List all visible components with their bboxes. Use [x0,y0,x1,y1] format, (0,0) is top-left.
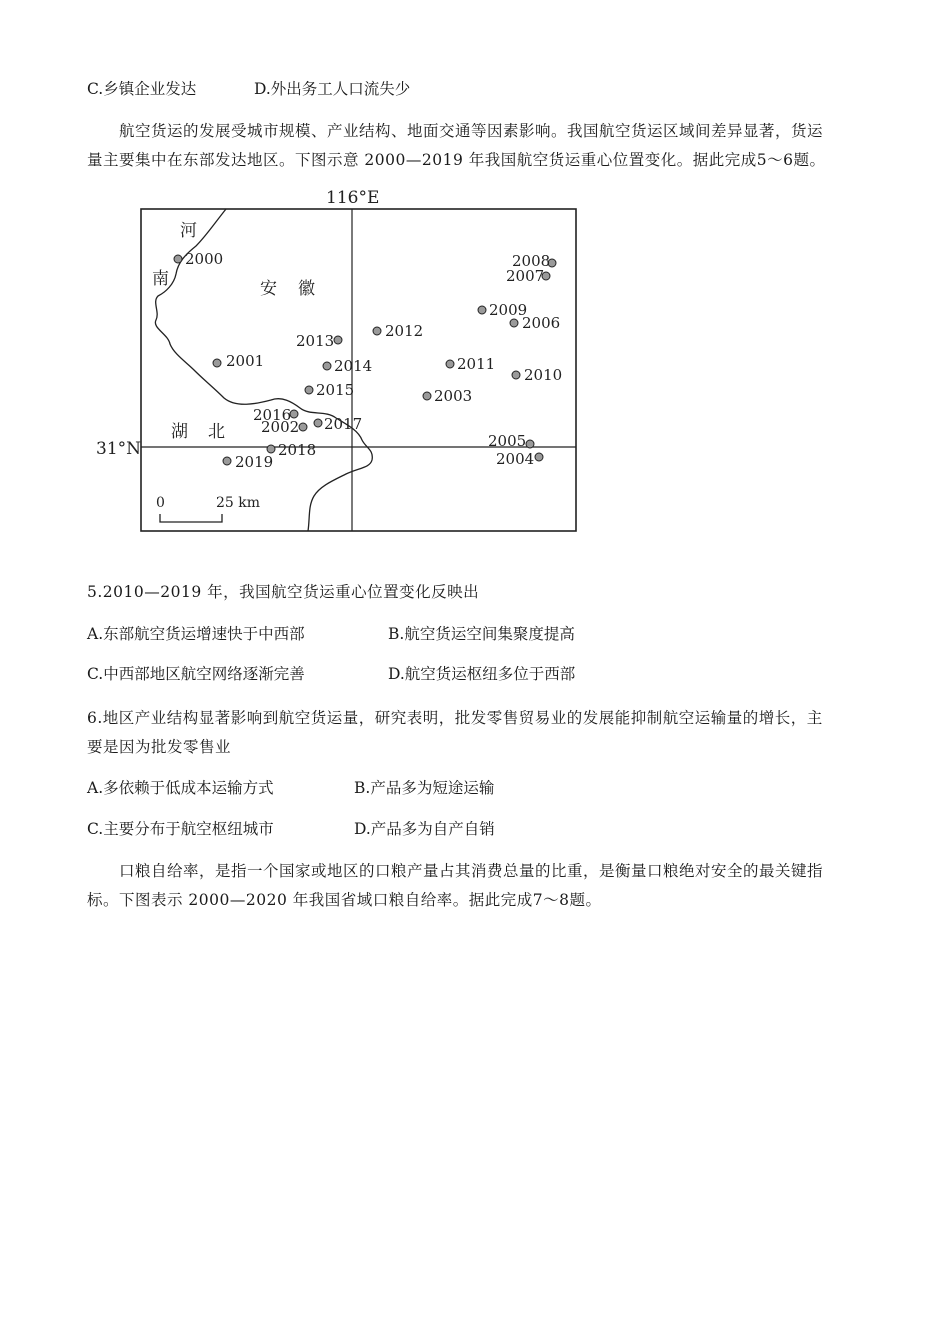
svg-text:2002: 2002 [261,418,300,436]
q6-option-c: C.主要分布于航空枢纽城市 [87,820,274,838]
center-point-2019 [223,453,273,471]
center-point-2005 [488,432,534,450]
q5-option-b: B.航空货运空间集聚度提高 [388,625,575,643]
svg-text:2005: 2005 [488,432,527,450]
center-point-2017 [314,415,362,433]
svg-text:2004: 2004 [496,450,535,468]
q6-stem-line2: 要是因为批发零售业 [87,738,232,756]
svg-text:2017: 2017 [324,415,363,433]
svg-text:2016: 2016 [253,406,292,424]
svg-text:2018: 2018 [278,441,317,459]
center-point-2018 [267,441,316,459]
intro1-line1: 航空货运的发展受城市规模、产业结构、地面交通等因素影响。我国航空货运区域间差异显著，货运 [119,122,824,140]
q6-option-a: A.多依赖于低成本运输方式 [87,779,274,797]
intro2-line2: 标。下图表示 2000—2020 年我国省域口粮自给率。据此完成7～8题。 [87,891,602,909]
center-point-2001 [213,352,264,370]
center-point-2013 [296,332,342,350]
svg-text:2008: 2008 [512,252,551,270]
center-point-2011 [446,355,495,373]
svg-text:2000: 2000 [185,250,224,268]
anhui-label-1: 安 [260,279,277,299]
q5-option-a: A.东部航空货运增速快于中西部 [87,625,305,643]
q5-option-c: C.中西部地区航空网络逐渐完善 [87,665,305,683]
svg-text:2013: 2013 [296,332,335,350]
center-point-2000 [174,250,223,268]
center-point-2015 [305,381,354,399]
hubei-label-1: 湖 [171,422,188,442]
center-point-2012 [373,322,423,340]
center-point-2003 [423,387,472,405]
svg-text:2012: 2012 [385,322,424,340]
svg-text:2019: 2019 [235,453,274,471]
svg-text:25 km: 25 km [216,495,261,511]
q5-option-d: D.航空货运枢纽多位于西部 [388,665,576,683]
intro2-line1: 口粮自给率，是指一个国家或地区的口粮产量占其消费总量的比重，是衡量口粮绝对安全的最关键指 [119,862,824,880]
anhui-label-2: 徽 [298,279,315,299]
svg-text:2007: 2007 [506,267,545,285]
svg-text:2001: 2001 [226,352,265,370]
svg-text:0: 0 [156,495,165,511]
scale-bar [156,495,260,522]
svg-text:2006: 2006 [522,314,561,332]
hubei-label-2: 北 [208,422,225,442]
svg-text:2014: 2014 [334,357,373,375]
q6-option-b: B.产品多为短途运输 [354,779,495,797]
svg-text:2009: 2009 [489,301,528,319]
lat-label: 31°N [96,439,142,459]
q6-option-d: D.产品多为自产自销 [354,820,495,838]
center-point-2009 [478,301,527,319]
svg-text:2015: 2015 [316,381,355,399]
option-c-prev: C.乡镇企业发达 [87,80,197,98]
q5-stem: 5.2010—2019 年，我国航空货运重心位置变化反映出 [87,583,480,601]
henan-label-2: 南 [152,269,169,289]
center-point-2004 [496,450,543,468]
lon-label: 116°E [326,188,380,208]
intro1-line2: 量主要集中在东部发达地区。下图示意 2000—2019 年我国航空货运重心位置变化。据此完成5～6题。 [87,151,826,169]
air-cargo-center-map [96,184,596,544]
svg-text:2010: 2010 [524,366,563,384]
henan-label-1: 河 [180,221,197,241]
center-point-2008 [512,252,556,270]
q6-stem-line1: 6.地区产业结构显著影响到航空货运量，研究表明，批发零售贸易业的发展能抑制航空运输量的增长，主 [87,709,823,727]
option-d-prev: D.外出务工人口流失少 [254,80,411,98]
svg-text:2003: 2003 [434,387,473,405]
center-point-2014 [323,357,372,375]
center-point-2010 [512,366,562,384]
svg-text:2011: 2011 [457,355,496,373]
